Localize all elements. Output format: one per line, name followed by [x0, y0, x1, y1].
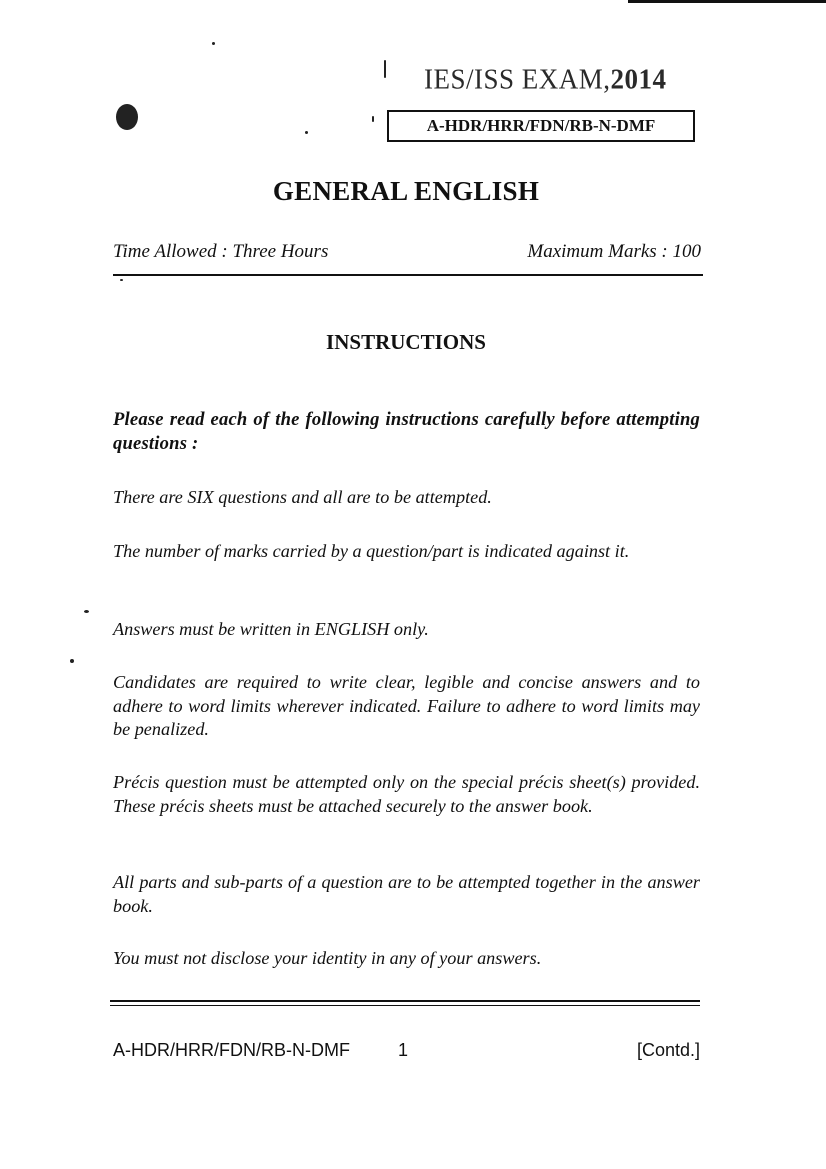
scan-punch-hole	[116, 104, 138, 130]
instruction-item: All parts and sub-parts of a question are to be attempted together in the answer book.	[113, 872, 700, 916]
continued-label: [Contd.]	[636, 1040, 700, 1060]
paper-code-box: A-HDR/HRR/FDN/RB-N-DMF	[387, 110, 695, 142]
scan-speck	[384, 60, 386, 78]
footer-divider-bottom	[110, 1005, 700, 1006]
scan-speck	[84, 610, 89, 613]
exam-stamp	[424, 63, 667, 96]
scan-speck	[305, 131, 308, 134]
top-edge-rule	[628, 0, 826, 3]
scan-speck	[212, 42, 215, 45]
instruction-item: The number of marks carried by a question/part is indicated against it.	[113, 541, 630, 561]
instruction-item: Answers must be written in ENGLISH only.	[113, 619, 429, 639]
footer-paper-code: A-HDR/HRR/FDN/RB-N-DMF	[113, 1040, 350, 1060]
scan-speck	[120, 279, 123, 281]
exam-stamp-text: IES/ISS EXAM,	[424, 63, 611, 95]
instruction-item: You must not disclose your identity in any of your answers.	[113, 948, 542, 968]
page-number: 1	[398, 1040, 409, 1060]
exam-stamp-year: 2014	[610, 63, 667, 95]
scan-speck	[70, 659, 74, 663]
time-allowed: Time Allowed : Three Hours	[113, 241, 329, 262]
instructions-heading: INSTRUCTIONS	[326, 330, 486, 354]
instruction-item: Candidates are required to write clear, legible and concise answers and to adhere to word limits wherever indicated. Failure to adhere to word limits may be penalized.	[113, 672, 700, 739]
page-title: GENERAL ENGLISH	[272, 176, 540, 206]
scan-speck	[372, 116, 374, 122]
maximum-marks: Maximum Marks : 100	[527, 241, 701, 262]
meta-divider	[113, 274, 703, 276]
instruction-item: Précis question must be attempted only on the special précis sheet(s) provided. These précis sheets must be attached securely to the answer book.	[113, 772, 700, 816]
instructions-lead: Please read each of the following instructions carefully before attempting questions :	[113, 409, 700, 454]
instruction-item: There are SIX questions and all are to be attempted.	[113, 487, 492, 507]
footer-divider-top	[110, 1000, 700, 1002]
